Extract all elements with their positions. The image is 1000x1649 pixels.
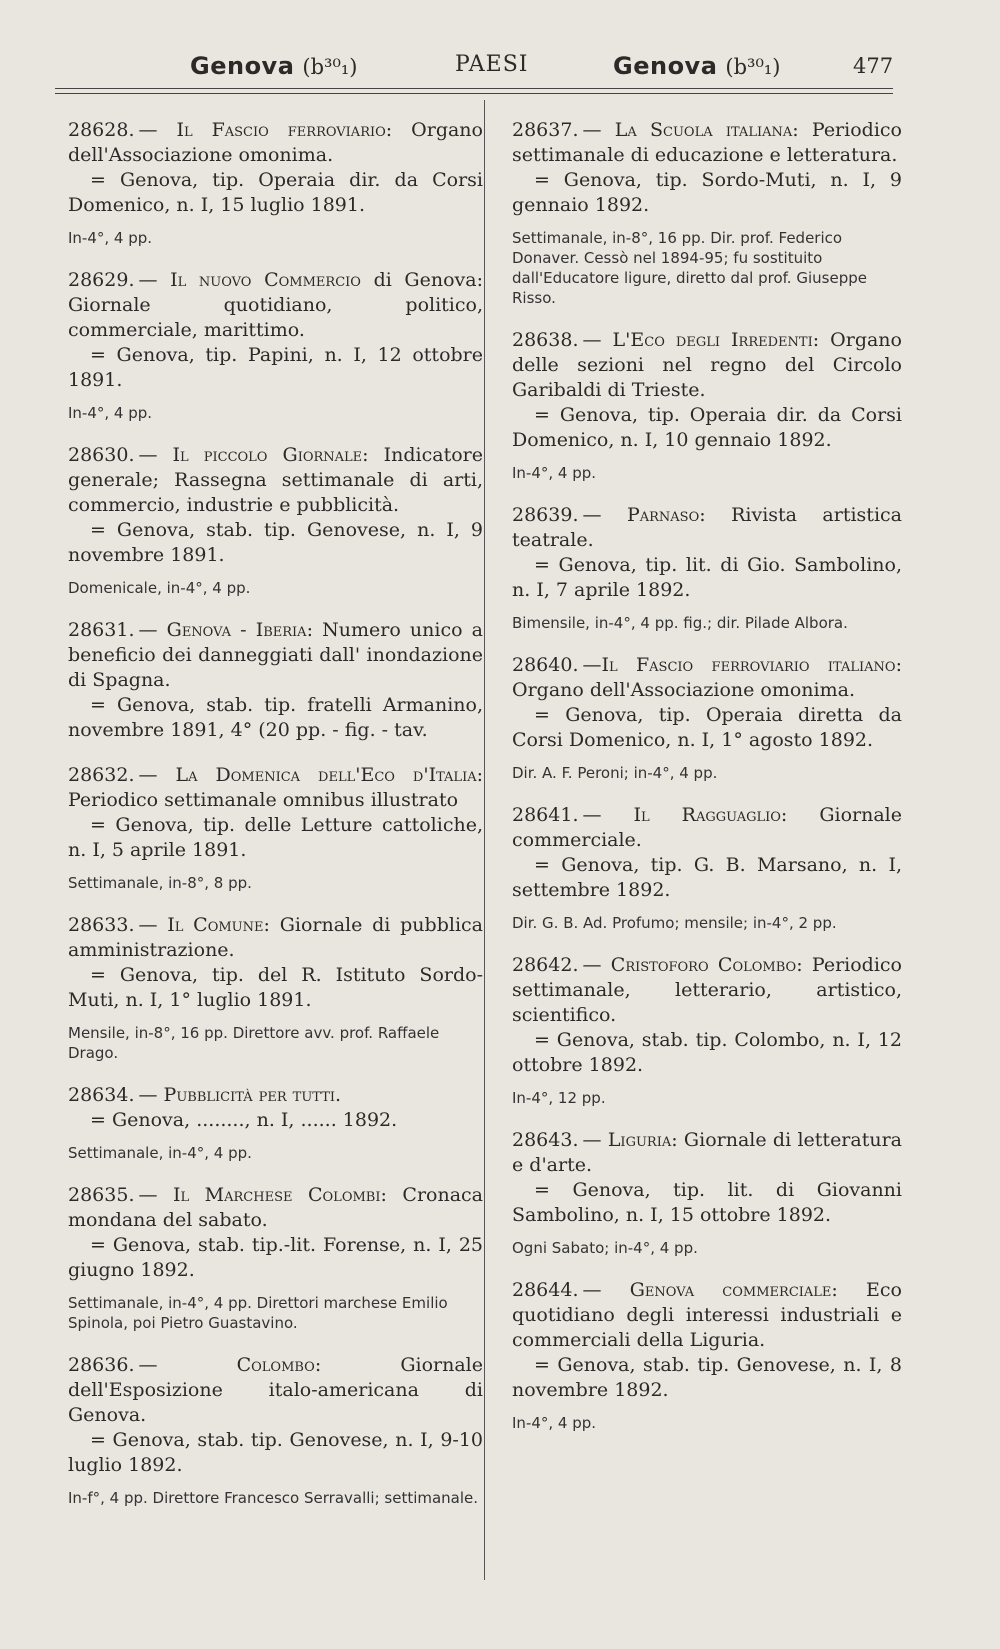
entry [512, 953, 902, 1108]
entry-title: La Scuola italiana [614, 119, 793, 141]
column-divider [484, 100, 485, 1580]
entry-description: . [335, 1084, 342, 1106]
entry-imprint: = Genova, tip. del R. Istituto Sordo-Muti, n. I, 1° luglio 1891. [68, 964, 483, 1011]
entry-title: Parnaso [626, 504, 700, 526]
entry [512, 1128, 902, 1258]
entry-title: Il Fascio ferroviario italiano [601, 654, 896, 676]
entry-number: 28634. [68, 1084, 135, 1106]
entry-imprint: = Genova, tip. Operaia dir. da Corsi Domenico, n. I, 15 luglio 1891. [68, 169, 483, 216]
entry-description: : Giornale di letteratura e d'arte. [512, 1129, 902, 1176]
entry-imprint: = Genova, tip. delle Letture cattoliche, n. I, 5 aprile 1891. [68, 814, 483, 861]
entry-dash: — [138, 914, 168, 936]
entry-imprint: = Genova, stab. tip.-lit. Forense, n. I, 25 giugno 1892. [68, 1234, 483, 1281]
header-left [190, 52, 357, 80]
entry-number: 28630. [68, 444, 135, 466]
left-column [68, 118, 483, 1528]
entry-dash: — [138, 444, 173, 466]
entry-description: : Indicatore generale; Rassegna settimanale di arti, commercio, industrie e pubblicità. [68, 444, 483, 516]
entry-dash: — [582, 504, 627, 526]
entry-number: 28637. [512, 119, 579, 141]
entry-title: Il nuovo Commercio [170, 269, 361, 291]
entry-dash: — [138, 1084, 164, 1106]
entry-dash: — [582, 1129, 608, 1151]
entry-description: di Genova: Giornale quotidiano, politico, commerciale, marittimo. [68, 269, 483, 341]
entry-title: Cristoforo Colombo [610, 954, 797, 976]
entry-note: Settimanale, in-8°, 16 pp. Dir. prof. Federico Donaver. Cessò nel 1894-95; fu sostituito dall'Educatore ligure, diretto dal prof. Giuseppe Risso. [512, 229, 867, 307]
entry-dash: — [138, 1184, 174, 1206]
entry-note: In-4°, 4 pp. [512, 1414, 597, 1432]
entry-imprint: = Genova, tip. lit. di Gio. Sambolino, n. I, 7 aprile 1892. [512, 554, 902, 601]
entry [68, 1083, 483, 1163]
running-header [0, 52, 1000, 92]
entry-dash: — [138, 764, 176, 786]
entry-note: Settimanale, in-4°, 4 pp. Direttori marchese Emilio Spinola, poi Pietro Guastavino. [68, 1294, 448, 1332]
entry [512, 503, 902, 633]
entry-imprint: = Genova, stab. tip. fratelli Armanino, novembre 1891, 4° (20 pp. - fig. - tav. [68, 694, 483, 741]
entry-dash: — [582, 804, 634, 826]
entry-number: 28635. [68, 1184, 135, 1206]
entry [68, 1183, 483, 1333]
entry-title: Il piccolo Giornale [172, 444, 363, 466]
entry-description: : Periodico settimanale omnibus illustrato [68, 764, 483, 811]
entry-note: Domenicale, in-4°, 4 pp. [68, 579, 251, 597]
header-rule-top [55, 88, 893, 89]
entry-imprint: = Genova, stab. tip. Genovese, n. I, 9-10 luglio 1892. [68, 1429, 483, 1476]
right-column [512, 118, 902, 1453]
entry-description: : Periodico settimanale di educazione e letteratura. [512, 119, 902, 166]
entry-title: Il Fascio ferroviario [176, 119, 386, 141]
entry-note: Ogni Sabato; in-4°, 4 pp. [512, 1239, 698, 1257]
entry-title: Il Marchese Colombi [173, 1184, 381, 1206]
entry-title: Liguria [607, 1129, 672, 1151]
entry-imprint: = Genova, tip. Papini, n. I, 12 ottobre 1891. [68, 344, 483, 391]
entry-title: Genova commerciale [629, 1279, 832, 1301]
entry [512, 118, 902, 308]
entry-number: 28644. [512, 1279, 579, 1301]
entry [512, 803, 902, 933]
entry-description: : Eco quotidiano degli interessi industriali e commerciali della Liguria. [512, 1279, 902, 1351]
entry-note: Bimensile, in-4°, 4 pp. fig.; dir. Pilade Albora. [512, 614, 848, 632]
header-rule-bottom [55, 93, 893, 94]
entry-number: 28643. [512, 1129, 579, 1151]
page-number: 477 [853, 54, 894, 78]
entry-number: 28636. [68, 1354, 135, 1376]
entry-number: 28631. [68, 619, 135, 641]
entry [512, 1278, 902, 1433]
entry-dash: — [582, 654, 602, 676]
entry [512, 653, 902, 783]
entry-dash: — [582, 954, 611, 976]
entry-imprint: = Genova, stab. tip. Genovese, n. I, 8 novembre 1892. [512, 1354, 902, 1401]
entry-note: In-4°, 4 pp. [68, 229, 153, 247]
entry-title: Colombo [236, 1354, 315, 1376]
entry-title: La Domenica dell'Eco d'Italia [175, 764, 477, 786]
entry-number: 28628. [68, 119, 135, 141]
entry [68, 268, 483, 423]
header-section: PAESI [455, 52, 529, 77]
entry-note: In-4°, 4 pp. [68, 404, 153, 422]
entry-number: 28641. [512, 804, 579, 826]
entry-imprint: = Genova, tip. lit. di Giovanni Sambolino, n. I, 15 ottobre 1892. [512, 1179, 902, 1226]
entry-description: : Cronaca mondana del sabato. [68, 1184, 483, 1231]
entry-imprint: = Genova, tip. Operaia dir. da Corsi Domenico, n. I, 10 gennaio 1892. [512, 404, 902, 451]
entry-description: : Giornale commerciale. [512, 804, 902, 851]
entry-note: In-4°, 12 pp. [512, 1089, 606, 1107]
entry-note: Settimanale, in-8°, 8 pp. [68, 874, 252, 892]
entry-dash: — [582, 119, 615, 141]
entry-dash: — [138, 619, 167, 641]
entry-description: : Organo dell'Associazione omonima. [512, 654, 902, 701]
header-right-city: Genova [613, 52, 718, 80]
entry-imprint: = Genova, tip. Operaia diretta da Corsi Domenico, n. I, 1° agosto 1892. [512, 704, 902, 751]
entry-note: Dir. G. B. Ad. Profumo; mensile; in-4°, 2 pp. [512, 914, 837, 932]
entry-number: 28629. [68, 269, 135, 291]
entry-description: : Giornale di pubblica amministrazione. [68, 914, 483, 961]
entry-description: : Organo delle sezioni nel regno del Circolo Garibaldi di Trieste. [512, 329, 902, 401]
entry-number: 28642. [512, 954, 579, 976]
entry-imprint: = Genova, ........, n. I, ...... 1892. [90, 1109, 398, 1131]
entry-dash: — [582, 1279, 630, 1301]
entry-title: Il Comune [167, 914, 264, 936]
entry [68, 118, 483, 248]
entry-dash: — [138, 119, 177, 141]
entry-dash: — [138, 269, 171, 291]
header-right-code: (b³⁰₁) [725, 55, 781, 79]
entry-description: : Periodico settimanale, letterario, artistico, scientifico. [512, 954, 902, 1026]
entry [68, 443, 483, 598]
entry-title: L'Eco degli Irredenti [612, 329, 813, 351]
entry-number: 28640. [512, 654, 579, 676]
entry-note: Mensile, in-8°, 16 pp. Direttore avv. prof. Raffaele Drago. [68, 1024, 440, 1062]
entry-number: 28638. [512, 329, 579, 351]
entry-imprint: = Genova, tip. Sordo-Muti, n. I, 9 gennaio 1892. [512, 169, 902, 216]
entry-note: Dir. A. F. Peroni; in-4°, 4 pp. [512, 764, 718, 782]
header-right [613, 52, 780, 80]
entry-number: 28633. [68, 914, 135, 936]
entry-dash: — [138, 1354, 237, 1376]
entry-note: Settimanale, in-4°, 4 pp. [68, 1144, 252, 1162]
entry-title: Il Ragguaglio [633, 804, 781, 826]
entry-title: Genova - Iberia [166, 619, 307, 641]
entry [512, 328, 902, 483]
entry-description: : Rivista artistica teatrale. [512, 504, 902, 551]
entry [68, 913, 483, 1063]
entry-imprint: = Genova, stab. tip. Colombo, n. I, 12 ottobre 1892. [512, 1029, 902, 1076]
entry [68, 1353, 483, 1508]
entry-note: In-f°, 4 pp. Direttore Francesco Serravalli; settimanale. [68, 1489, 479, 1507]
entry-title: Pubblicità per tutti [163, 1084, 336, 1106]
entry-imprint: = Genova, tip. G. B. Marsano, n. I, settembre 1892. [512, 854, 902, 901]
entry [68, 618, 483, 743]
header-left-code: (b³⁰₁) [302, 55, 358, 79]
entry [68, 763, 483, 893]
entry-description: : Organo dell'Associazione omonima. [68, 119, 483, 166]
entry-description: : Giornale dell'Esposizione italo-americana di Genova. [68, 1354, 484, 1426]
entry-description: : Numero unico a beneficio dei danneggiati dall' inondazione di Spagna. [68, 619, 484, 691]
entry-number: 28632. [68, 764, 135, 786]
entry-imprint: = Genova, stab. tip. Genovese, n. I, 9 novembre 1891. [68, 519, 483, 566]
entry-number: 28639. [512, 504, 579, 526]
entry-dash: — [582, 329, 613, 351]
header-left-city: Genova [190, 52, 295, 80]
entry-note: In-4°, 4 pp. [512, 464, 597, 482]
